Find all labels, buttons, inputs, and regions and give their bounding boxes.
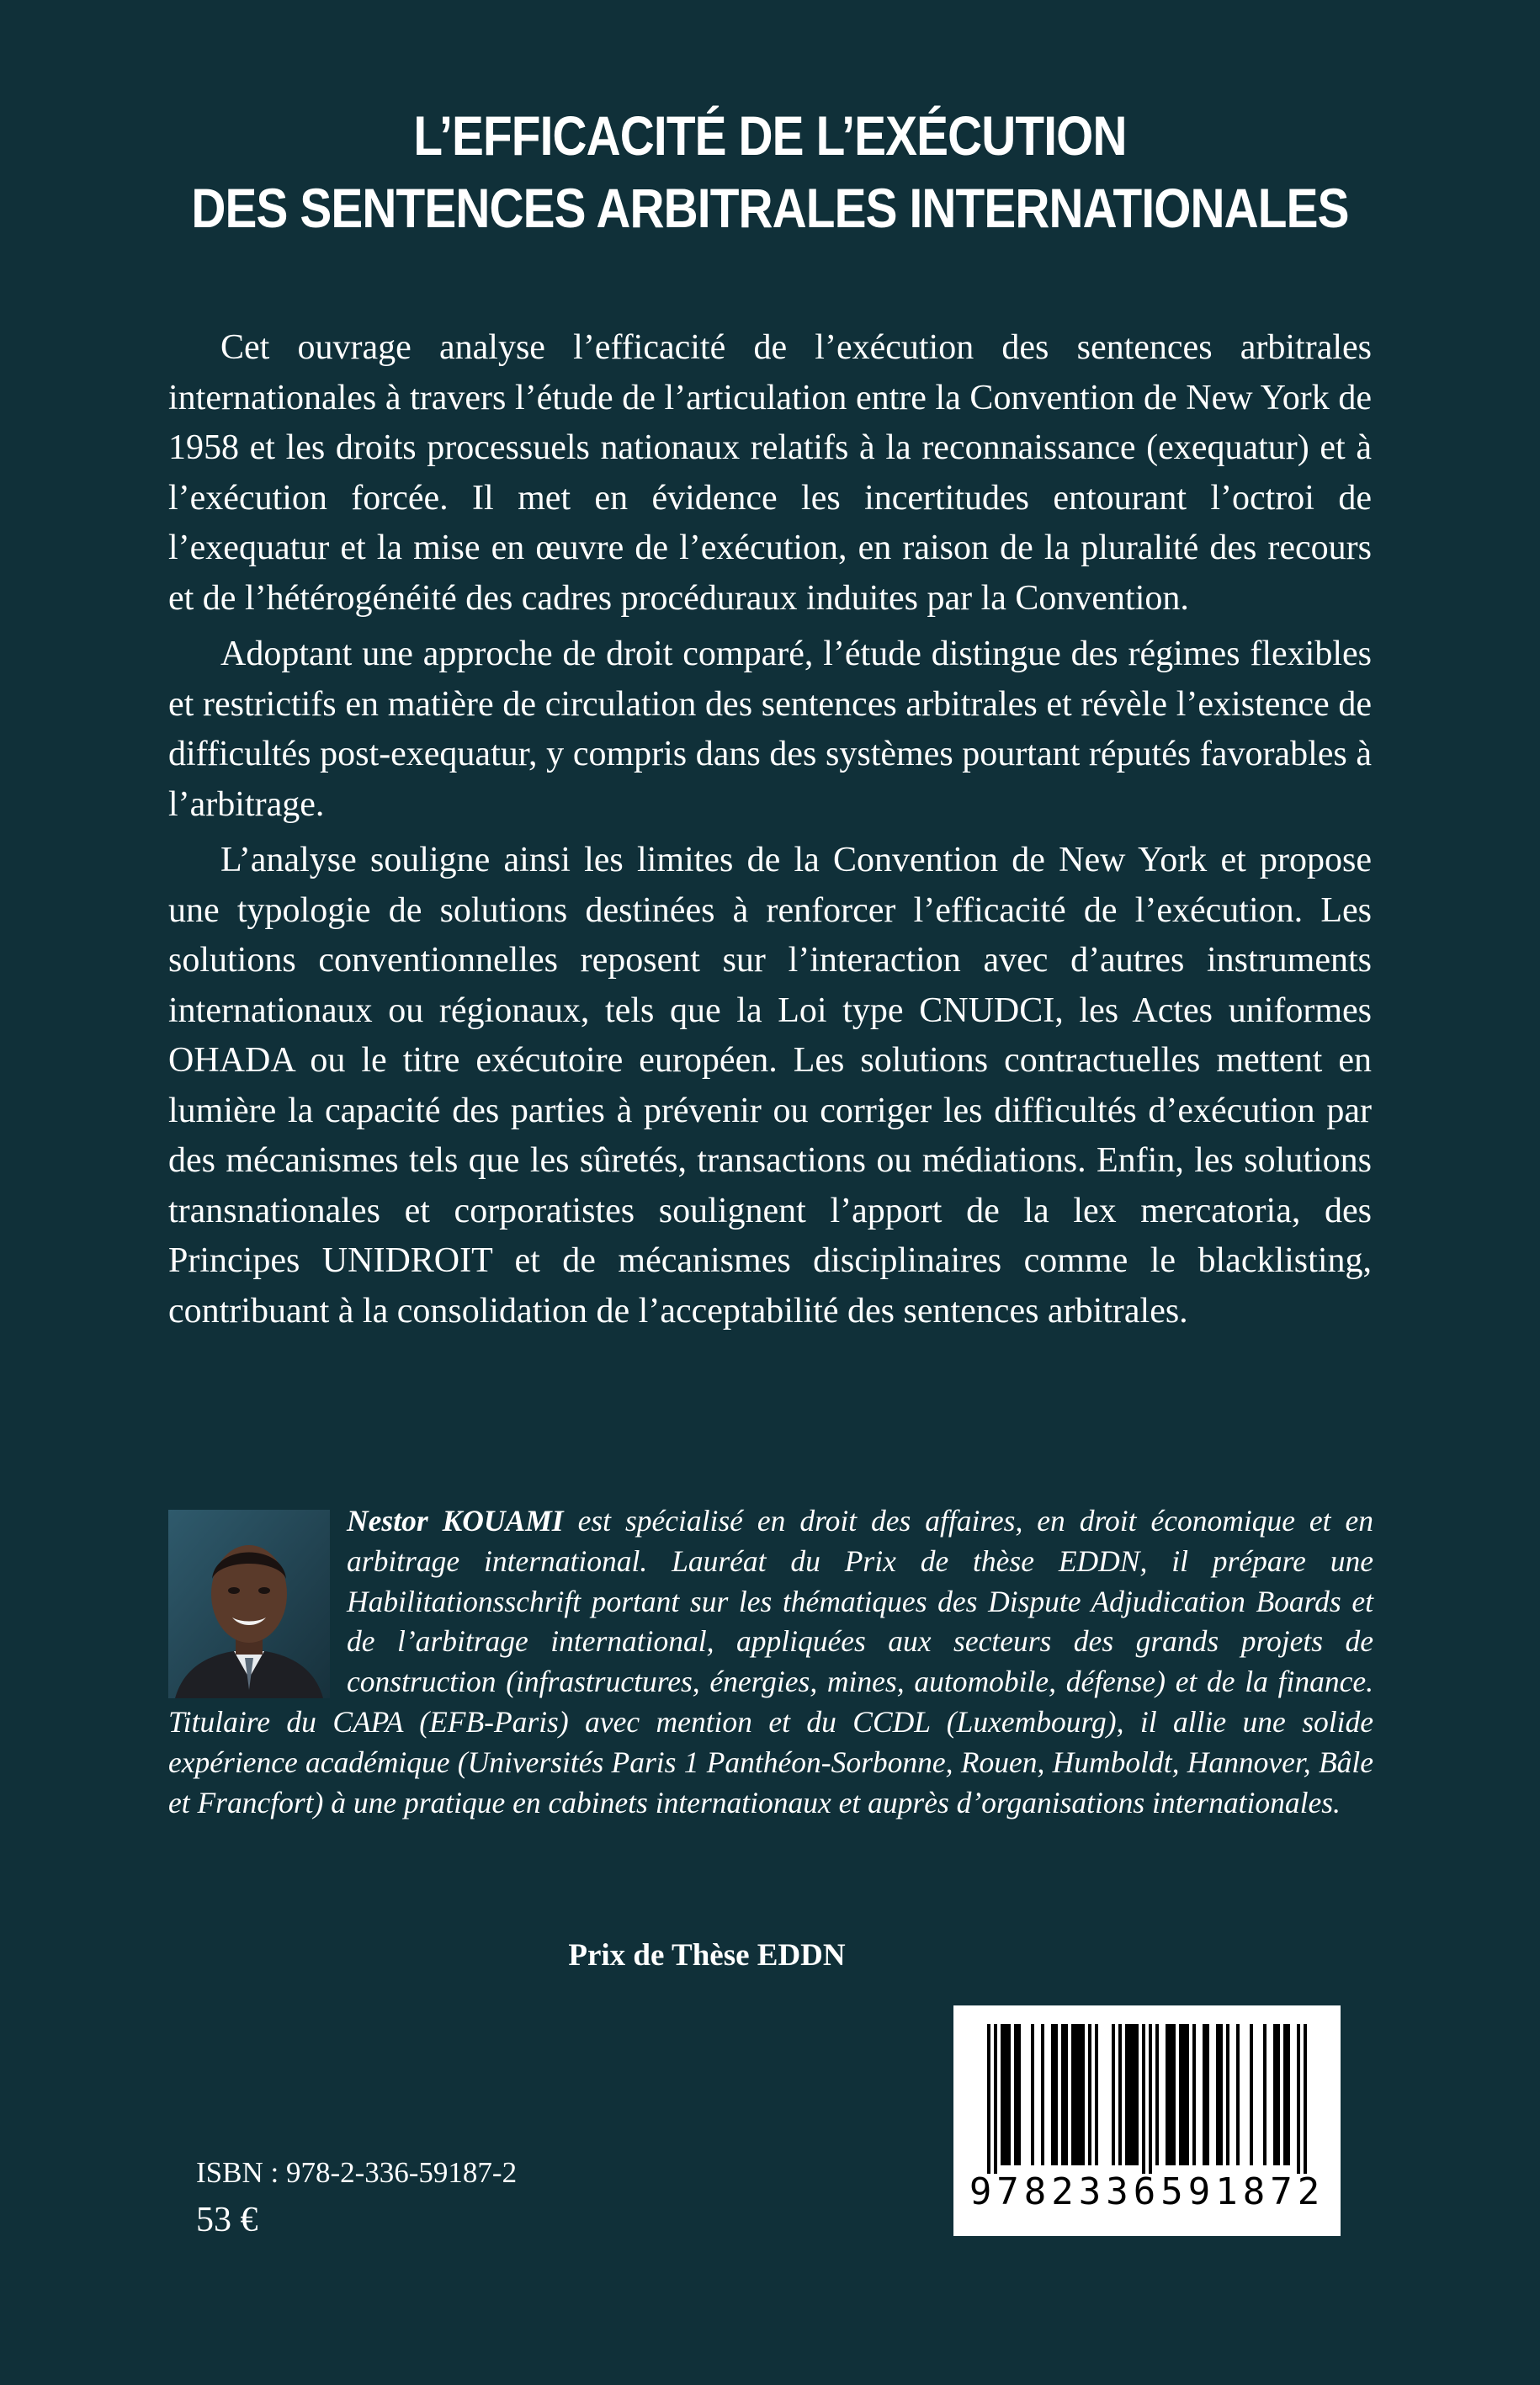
barcode-bar: [1125, 2024, 1128, 2165]
barcode-bar: [1179, 2024, 1182, 2165]
barcode-bar: [1219, 2024, 1223, 2165]
barcode-bar: [1031, 2024, 1034, 2165]
photo-spacer: [168, 1501, 347, 1693]
barcode-bar: [1186, 2024, 1189, 2165]
book-title: [180, 99, 1360, 244]
author-bio: [168, 1501, 1373, 1823]
barcode-bar: [1132, 2024, 1135, 2165]
summary-paragraph: L’analyse souligne ainsi les limites de la Convention de New York et propose une typologie de solutions destinées à renforcer l’efficacité de l’exécution. Les solutions conventionnelles reposent sur l’interaction avec d’autres instruments internationaux ou régionaux, tels que la Loi type CNUDCI, les Actes uniformes OHADA ou le titre exécutoire européen. Les solutions contractuelles mettent en lumière la capacité des parties à prévenir ou corriger les difficultés d’exécution par des mécanismes tels que les sûretés, transactions ou médiations. Enfin, les solutions transnationales et corporatistes soulignent l’apport de la lex mercatoria, des Principes UNIDROIT et de mécanismes disciplinaires comme le blacklisting, contribuant à la consolidation de l’acceptabilité des sentences arbitrales.: [168, 841, 1372, 1331]
barcode-bar: [1250, 2024, 1253, 2165]
barcode-bar: [1169, 2024, 1172, 2165]
barcode-bar: [1054, 2024, 1058, 2165]
barcode-bar: [994, 2024, 997, 2174]
summary-paragraph: Cet ouvrage analyse l’efficacité de l’exécution des sentences arbitrales internationales à travers l’étude de l’articulation entre la Convention de New York de 1958 et les droits processuels nationaux relatifs à la reconnaissance (exequatur) et à l’exécution forcée. Il met en évidence les incertitudes entourant l’octroi de l’exequatur et la mise en œuvre de l’exécution, en raison de la pluralité des recours et de l’hétérogénéité des cadres procéduraux induites par la Convention.: [168, 328, 1372, 618]
barcode-bar: [987, 2024, 990, 2174]
author-bio-text: est spécialisé en droit des affaires, en droit économique et en arbitrage international. Lauréat du Prix de thèse EDDN, il prépare une Habilitationsschrift portant sur les thématiques des Dispute Adjudication Boards et de l’arbitrage international, appliquées aux secteurs des grands projets de construction (infrastructures, énergies, mines, automobile, défense) et de la finance. Titulaire du CAPA (EFB-Paris) avec mention et du CCDL (Luxembourg), il allie une solide expérience académique (Universités Paris 1 Panthéon-Sorbonne, Rouen, Humboldt, Hannover, Bâle et Francfort) à une pratique en cabinets internationaux et auprès d’organisations internationales.: [168, 1504, 1373, 1819]
barcode-bars: [953, 2005, 1341, 2174]
barcode-bar: [1297, 2024, 1300, 2174]
barcode-bar: [1095, 2024, 1098, 2165]
book-summary: [168, 323, 1372, 1342]
barcode-bar: [1051, 2024, 1054, 2165]
barcode-bar: [1236, 2024, 1240, 2165]
barcode-bar: [1007, 2024, 1011, 2165]
barcode-bar: [1078, 2024, 1081, 2165]
barcode-bar: [1128, 2024, 1132, 2165]
title-line-1: L’EFFICACITÉ DE L’EXÉCUTION: [413, 104, 1127, 167]
barcode-bar: [1283, 2024, 1287, 2165]
barcode-bar: [1166, 2024, 1169, 2165]
price: 53 €: [196, 2201, 258, 2239]
barcode-bar: [1135, 2024, 1139, 2165]
barcode-bar: [1001, 2024, 1004, 2165]
barcode: [953, 2005, 1341, 2236]
barcode-bar: [1014, 2024, 1017, 2165]
barcode-bar: [1004, 2024, 1007, 2165]
barcode-bar: [1088, 2024, 1091, 2165]
barcode-bar: [1118, 2024, 1122, 2165]
barcode-bar: [1263, 2024, 1267, 2165]
barcode-bar: [1149, 2024, 1152, 2174]
barcode-bar: [1216, 2024, 1219, 2165]
barcode-bar: [1277, 2024, 1280, 2165]
barcode-bar: [1061, 2024, 1065, 2165]
barcode-bar: [1017, 2024, 1021, 2165]
isbn: ISBN : 978-2-336-59187-2: [196, 2156, 518, 2189]
barcode-bar: [1155, 2024, 1159, 2165]
barcode-bar: [1287, 2024, 1290, 2165]
summary-paragraph: Adoptant une approche de droit comparé, l’étude distingue des régimes flexibles et restrictifs en matière de circulation des sentences arbitrales et révèle l’existence de difficultés post-exequatur, y compris dans des systèmes pourtant réputés favorables à l’arbitrage.: [168, 635, 1372, 824]
barcode-bar: [1182, 2024, 1186, 2165]
barcode-bar: [1192, 2024, 1196, 2165]
barcode-bar: [1203, 2024, 1206, 2165]
barcode-bar: [1112, 2024, 1115, 2165]
barcode-bar: [1304, 2024, 1307, 2174]
barcode-bar: [1075, 2024, 1078, 2165]
barcode-bar: [1071, 2024, 1075, 2165]
barcode-bar: [1273, 2024, 1277, 2165]
barcode-bar: [1206, 2024, 1209, 2165]
barcode-bar: [1065, 2024, 1068, 2165]
title-line-2: DES SENTENCES ARBITRALES INTERNATIONALES: [191, 177, 1349, 239]
barcode-bar: [1172, 2024, 1176, 2165]
barcode-bar: [1142, 2024, 1145, 2174]
prize-label: Prix de Thèse EDDN: [568, 1938, 846, 1973]
barcode-bar: [1041, 2024, 1044, 2165]
author-name: Nestor KOUAMI: [347, 1504, 564, 1538]
barcode-bar: [1081, 2024, 1085, 2165]
barcode-bar: [1226, 2024, 1229, 2165]
barcode-digits: 9782336591872: [969, 2170, 1325, 2213]
